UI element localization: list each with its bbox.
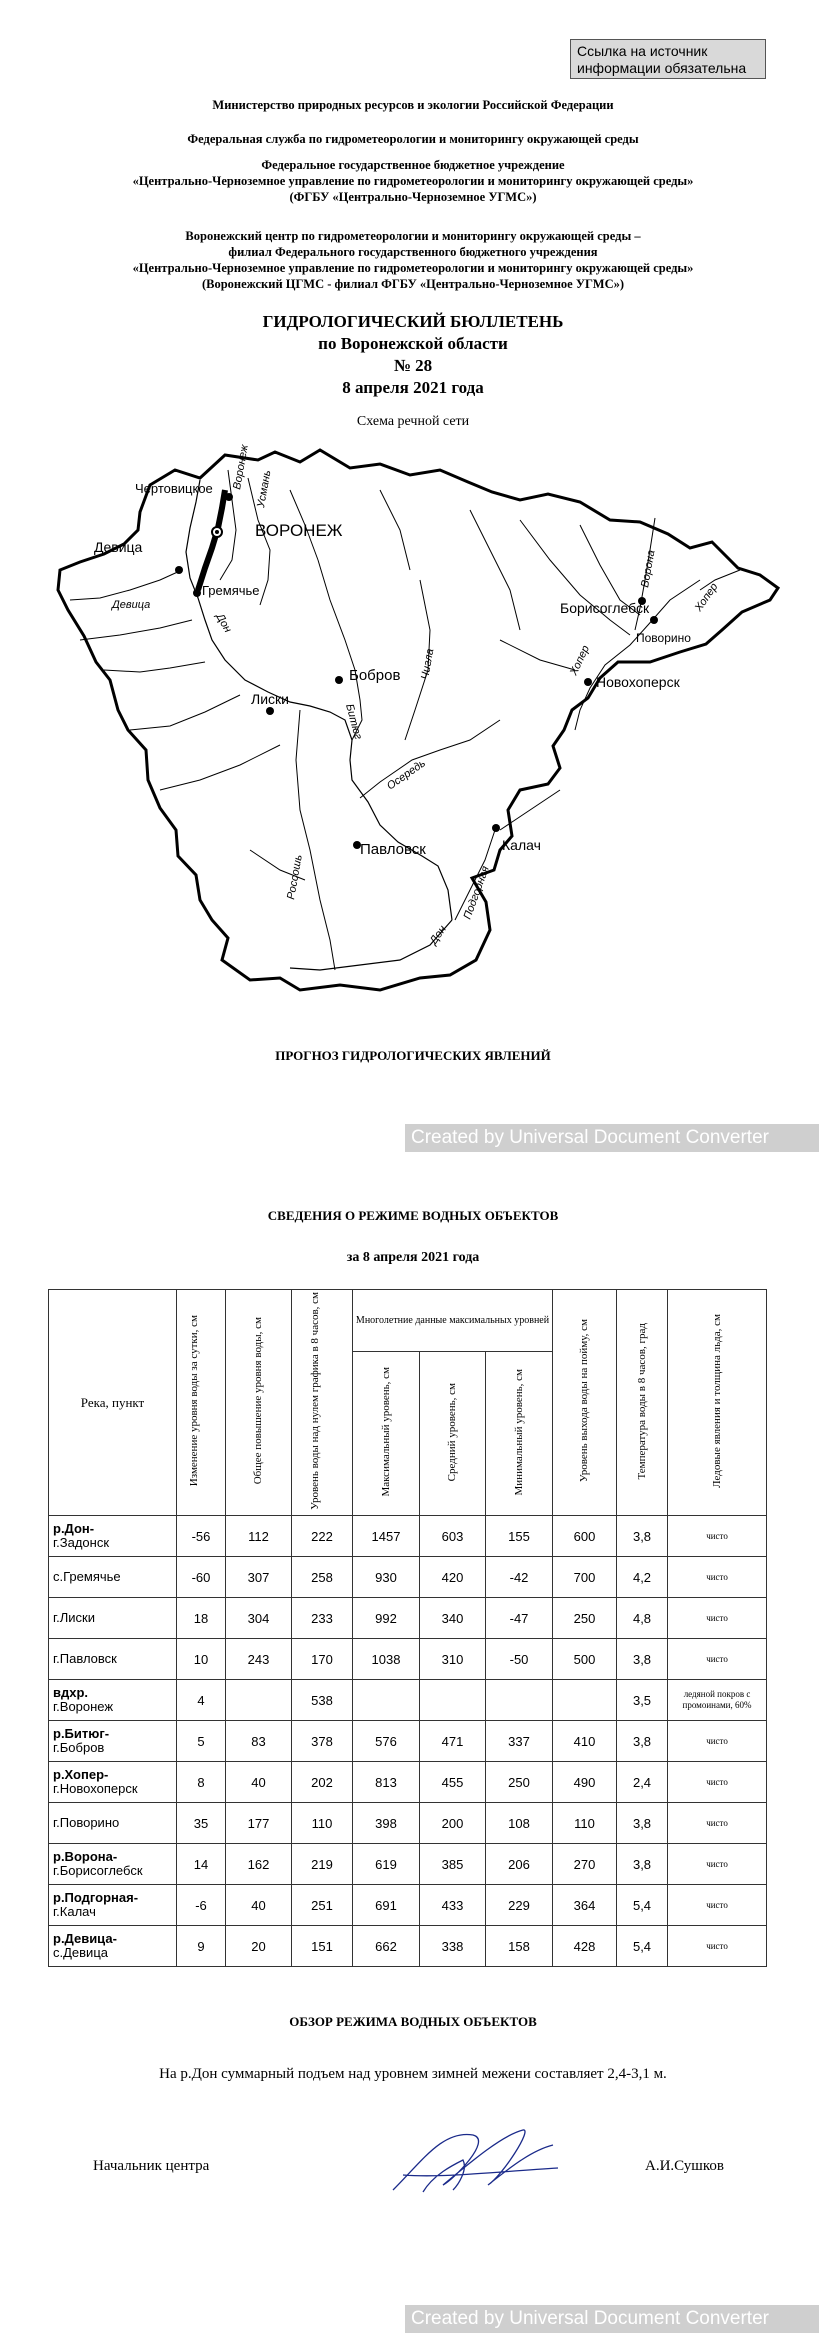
- table-row: [49, 1721, 767, 1762]
- cell-max: 930: [353, 1557, 420, 1598]
- cell-ice: чисто: [668, 1598, 767, 1639]
- table-header-row: [49, 1290, 767, 1352]
- cell-change: 5: [177, 1721, 226, 1762]
- header-flood: Уровень выхода воды на пойму, см: [553, 1290, 617, 1516]
- cell-mean: 310: [420, 1639, 486, 1680]
- cell-flood: 110: [553, 1803, 617, 1844]
- river-label-podgornaya: Подгорная: [461, 864, 492, 922]
- bulletin-region: по Воронежской области: [318, 334, 508, 353]
- cell-temp: 5,4: [617, 1885, 668, 1926]
- cell-level: 378: [292, 1721, 353, 1762]
- cell-level: 258: [292, 1557, 353, 1598]
- cell-flood: 500: [553, 1639, 617, 1680]
- cell-place: [49, 1516, 177, 1557]
- west-tributary-1: [80, 620, 192, 640]
- table-row: [49, 1885, 767, 1926]
- cell-flood: 600: [553, 1516, 617, 1557]
- cell-min: [486, 1680, 553, 1721]
- cell-max: 662: [353, 1926, 420, 1967]
- cell-place: [49, 1885, 177, 1926]
- forecast-title: ПРОГНОЗ ГИДРОЛОГИЧЕСКИХ ЯВЛЕНИЙ: [275, 1048, 551, 1063]
- city-label-gremyachye: Гремячье: [202, 583, 260, 598]
- cell-temp: 4,8: [617, 1598, 668, 1639]
- city-label-povorino: Поворино: [636, 631, 691, 645]
- cell-max: 691: [353, 1885, 420, 1926]
- city-label-bobrov: Бобров: [349, 667, 401, 684]
- cell-level: 151: [292, 1926, 353, 1967]
- header-ice: Ледовые явления и толщина льда, см: [668, 1290, 767, 1516]
- river-label-devitsa: Девица: [112, 599, 151, 611]
- cell-place: [49, 1598, 177, 1639]
- cell-ice: ледяной покров с промоинами, 60%: [668, 1680, 767, 1721]
- cell-level: 538: [292, 1680, 353, 1721]
- city-label-borisoglebsk: Борисоглебск: [560, 600, 650, 616]
- ne-trib-4: [380, 490, 410, 570]
- table-row: [49, 1598, 767, 1639]
- cell-mean: 420: [420, 1557, 486, 1598]
- signature-name: А.И.Сушков: [645, 2158, 724, 2174]
- cell-rise: 83: [226, 1721, 292, 1762]
- river-label-voronezh: Воронеж: [231, 443, 251, 491]
- cell-level: 251: [292, 1885, 353, 1926]
- header-min: Минимальный уровень, см: [486, 1352, 553, 1516]
- cell-flood: 428: [553, 1926, 617, 1967]
- cell-max: 1457: [353, 1516, 420, 1557]
- cell-ice: чисто: [668, 1557, 767, 1598]
- table-row: [49, 1926, 767, 1967]
- cell-level: 222: [292, 1516, 353, 1557]
- cell-change: 10: [177, 1639, 226, 1680]
- cell-rise: 177: [226, 1803, 292, 1844]
- cell-temp: 3,8: [617, 1516, 668, 1557]
- cell-min: -42: [486, 1557, 553, 1598]
- header-change: Изменение уровня воды за сутки, см: [177, 1290, 226, 1516]
- city-label-chertovitskoe: Чертовицкое: [135, 481, 213, 496]
- bulletin-number: № 28: [393, 356, 433, 375]
- cell-rise: 40: [226, 1885, 292, 1926]
- city-marker-voronezh-dot: [215, 530, 219, 534]
- watermark-top: Created by Universal Document Converter: [405, 1124, 819, 1152]
- cell-place: [49, 1762, 177, 1803]
- header-place: Река, пункт: [49, 1290, 177, 1516]
- cell-mean: 338: [420, 1926, 486, 1967]
- cell-rise: 20: [226, 1926, 292, 1967]
- river-label-chigla: Чигла: [419, 647, 437, 681]
- point-name: г.Лиски: [53, 1610, 96, 1625]
- cell-mean: 385: [420, 1844, 486, 1885]
- cell-ice: чисто: [668, 1926, 767, 1967]
- devitsa-river: [70, 570, 182, 600]
- point-name: г.Новохоперск: [53, 1781, 138, 1796]
- cell-place: [49, 1557, 177, 1598]
- cell-min: 158: [486, 1926, 553, 1967]
- voronezh-reservoir: [198, 490, 225, 590]
- regime-title: СВЕДЕНИЯ О РЕЖИМЕ ВОДНЫХ ОБЪЕКТОВ: [267, 1208, 559, 1223]
- cell-rise: 162: [226, 1844, 292, 1885]
- cell-change: 4: [177, 1680, 226, 1721]
- cell-place: [49, 1639, 177, 1680]
- cell-min: 108: [486, 1803, 553, 1844]
- cell-max: [353, 1680, 420, 1721]
- cell-mean: 433: [420, 1885, 486, 1926]
- service-line: Федеральная служба по гидрометеорологии и мониторингу окружающей среды: [187, 132, 639, 146]
- table-row: [49, 1680, 767, 1721]
- cell-rise: 304: [226, 1598, 292, 1639]
- cell-min: 250: [486, 1762, 553, 1803]
- point-name: с.Девица: [53, 1945, 108, 1960]
- header-multiyear: Многолетние данные максимальных уровней: [353, 1290, 553, 1352]
- header-max: Максимальный уровень, см: [353, 1352, 420, 1516]
- ne-trib-3: [470, 510, 520, 630]
- cell-min: 155: [486, 1516, 553, 1557]
- cell-temp: 4,2: [617, 1557, 668, 1598]
- point-name: с.Гремячье: [53, 1569, 121, 1584]
- table-row: [49, 1803, 767, 1844]
- table-row: [49, 1557, 767, 1598]
- cell-temp: 3,8: [617, 1639, 668, 1680]
- watermark-bottom: Created by Universal Document Converter: [405, 2305, 819, 2333]
- ne-trib-5: [500, 640, 575, 670]
- don-river-south: [290, 920, 452, 970]
- city-label-novokhopersk: Новохоперск: [596, 674, 680, 690]
- point-name: г.Воронеж: [53, 1699, 114, 1714]
- river-name: р.Хопер-: [53, 1767, 109, 1782]
- point-name: г.Задонск: [53, 1535, 110, 1550]
- river-label-bityug: Битюг: [343, 702, 365, 741]
- ne-trib-1: [520, 520, 630, 635]
- cell-min: 337: [486, 1721, 553, 1762]
- city-label-liski: Лиски: [251, 691, 289, 707]
- city-label-voronezh: ВОРОНЕЖ: [255, 521, 343, 540]
- cell-temp: 3,8: [617, 1844, 668, 1885]
- river-network-map: [0, 430, 826, 1030]
- cell-temp: 5,4: [617, 1926, 668, 1967]
- cell-flood: [553, 1680, 617, 1721]
- cell-mean: 200: [420, 1803, 486, 1844]
- cell-rise: 40: [226, 1762, 292, 1803]
- city-label-devitsa: Девица: [94, 539, 143, 555]
- cell-change: 14: [177, 1844, 226, 1885]
- cell-change: -6: [177, 1885, 226, 1926]
- west-tributary-4: [160, 745, 280, 790]
- river-label-osered: Осередь: [384, 757, 428, 793]
- river-name: р.Дон-: [53, 1521, 95, 1536]
- cell-ice: чисто: [668, 1885, 767, 1926]
- cell-ice: чисто: [668, 1639, 767, 1680]
- review-title: ОБЗОР РЕЖИМА ВОДНЫХ ОБЪЕКТОВ: [289, 2014, 537, 2029]
- cell-temp: 3,8: [617, 1721, 668, 1762]
- cell-place: [49, 1721, 177, 1762]
- cell-min: -50: [486, 1639, 553, 1680]
- river-label-vorona: Ворона: [639, 549, 658, 589]
- cell-ice: чисто: [668, 1721, 767, 1762]
- cell-mean: 455: [420, 1762, 486, 1803]
- point-name: г.Павловск: [53, 1651, 117, 1666]
- bulletin-title: ГИДРОЛОГИЧЕСКИЙ БЮЛЛЕТЕНЬ: [262, 312, 564, 331]
- west-tributary-3: [130, 695, 240, 730]
- cell-flood: 250: [553, 1598, 617, 1639]
- cell-flood: 700: [553, 1557, 617, 1598]
- city-label-kalach: Калач: [502, 837, 541, 853]
- cell-change: -60: [177, 1557, 226, 1598]
- cell-level: 202: [292, 1762, 353, 1803]
- cell-rise: [226, 1680, 292, 1721]
- cell-max: 576: [353, 1721, 420, 1762]
- center-block: Воронежский центр по гидрометеорологии и мониторингу окружающей среды – филиал Федерального государственного бюджетного учреждения «Центрально-Черноземное управление по гидрометеорологии и мониторингу окружающей среды» (Воронежский ЦГМС - филиал ФГБУ «Центрально-Черноземное УГМС»): [132, 229, 694, 291]
- bulletin-date: 8 апреля 2021 года: [342, 378, 484, 397]
- cell-ice: чисто: [668, 1844, 767, 1885]
- cell-flood: 364: [553, 1885, 617, 1926]
- cell-mean: 471: [420, 1721, 486, 1762]
- cell-change: 9: [177, 1926, 226, 1967]
- cell-max: 992: [353, 1598, 420, 1639]
- city-marker-povorino: [650, 616, 658, 624]
- cell-rise: 112: [226, 1516, 292, 1557]
- header-level: Уровень воды над нулем графика в 8 часов, см: [292, 1290, 353, 1516]
- cell-level: 110: [292, 1803, 353, 1844]
- river-name: р.Битюг-: [53, 1726, 110, 1741]
- river-name: вдхр.: [53, 1685, 89, 1700]
- cell-temp: 3,8: [617, 1803, 668, 1844]
- cell-temp: 2,4: [617, 1762, 668, 1803]
- cell-min: -47: [486, 1598, 553, 1639]
- cell-place: [49, 1803, 177, 1844]
- header-temp: Температура воды в 8 часов, град: [617, 1290, 668, 1516]
- cell-max: 398: [353, 1803, 420, 1844]
- cell-change: 35: [177, 1803, 226, 1844]
- institution-block: Федеральное государственное бюджетное учреждение «Центрально-Черноземное управление по гидрометеорологии и мониторингу окружающей среды» (ФГБУ «Центрально-Черноземное УГМС»): [132, 158, 694, 204]
- point-name: г.Борисоглебск: [53, 1863, 143, 1878]
- river-label-khoper: Хопер: [567, 643, 593, 678]
- city-marker-liski: [266, 707, 274, 715]
- city-label-pavlovsk: Павловск: [360, 841, 426, 858]
- cell-change: 18: [177, 1598, 226, 1639]
- river-name: р.Ворона-: [53, 1849, 118, 1864]
- point-name: г.Калач: [53, 1904, 96, 1919]
- river-label-don-south: Дон: [427, 923, 449, 947]
- review-text: На р.Дон суммарный подъем над уровнем зимней межени составляет 2,4-3,1 м.: [159, 2066, 667, 2082]
- river-label-rossosh: Россошь: [285, 853, 305, 901]
- signature-position: Начальник центра: [93, 2158, 210, 2174]
- cell-place: [49, 1844, 177, 1885]
- cell-place: [49, 1926, 177, 1967]
- rossosh-river: [296, 710, 335, 970]
- river-name: р.Подгорная-: [53, 1890, 139, 1905]
- cell-rise: 243: [226, 1639, 292, 1680]
- cell-max: 619: [353, 1844, 420, 1885]
- cell-ice: чисто: [668, 1516, 767, 1557]
- cell-ice: чисто: [668, 1803, 767, 1844]
- table-row: [49, 1639, 767, 1680]
- city-marker-devitsa: [175, 566, 183, 574]
- cell-level: 219: [292, 1844, 353, 1885]
- cell-ice: чисто: [668, 1762, 767, 1803]
- cell-max: 1038: [353, 1639, 420, 1680]
- source-note: Ссылка на источник информации обязательна: [570, 39, 766, 79]
- cell-level: 170: [292, 1639, 353, 1680]
- table-row: [49, 1844, 767, 1885]
- cell-flood: 490: [553, 1762, 617, 1803]
- cell-min: 206: [486, 1844, 553, 1885]
- cell-place: [49, 1680, 177, 1721]
- cell-min: 229: [486, 1885, 553, 1926]
- map-svg: [0, 430, 826, 1030]
- table-row: [49, 1516, 767, 1557]
- osered-river: [360, 720, 500, 798]
- header-mean: Средний уровень, см: [420, 1352, 486, 1516]
- header-rise: Общее повышение уровня воды, см: [226, 1290, 292, 1516]
- regime-date: за 8 апреля 2021 года: [346, 1250, 480, 1265]
- city-marker-novokhopersk: [584, 678, 592, 686]
- regime-table: [48, 1289, 767, 1967]
- city-marker-bobrov: [335, 676, 343, 684]
- cell-change: 8: [177, 1762, 226, 1803]
- river-name: р.Девица-: [53, 1931, 117, 1946]
- cell-mean: 340: [420, 1598, 486, 1639]
- river-label-usman: Усмань: [255, 469, 274, 509]
- west-tributary-2: [104, 662, 205, 672]
- handwritten-signature: [383, 2120, 563, 2200]
- river-label-don: Дон: [213, 611, 234, 635]
- cell-mean: [420, 1680, 486, 1721]
- map-caption: Схема речной сети: [356, 414, 470, 429]
- city-marker-kalach: [492, 824, 500, 832]
- cell-max: 813: [353, 1762, 420, 1803]
- cell-flood: 270: [553, 1844, 617, 1885]
- point-name: г.Поворино: [53, 1815, 120, 1830]
- cell-flood: 410: [553, 1721, 617, 1762]
- city-marker-gremyachye: [193, 589, 201, 597]
- cell-change: -56: [177, 1516, 226, 1557]
- cell-level: 233: [292, 1598, 353, 1639]
- table-row: [49, 1762, 767, 1803]
- cell-rise: 307: [226, 1557, 292, 1598]
- cell-temp: 3,5: [617, 1680, 668, 1721]
- river-label-khoper-east: Хопер: [692, 581, 721, 614]
- city-marker-chertovitskoe: [225, 493, 233, 501]
- cell-mean: 603: [420, 1516, 486, 1557]
- point-name: г.Бобров: [53, 1740, 105, 1755]
- region-outline: [58, 450, 778, 990]
- ministry-line: Министерство природных ресурсов и экологии Российской Федерации: [212, 98, 614, 112]
